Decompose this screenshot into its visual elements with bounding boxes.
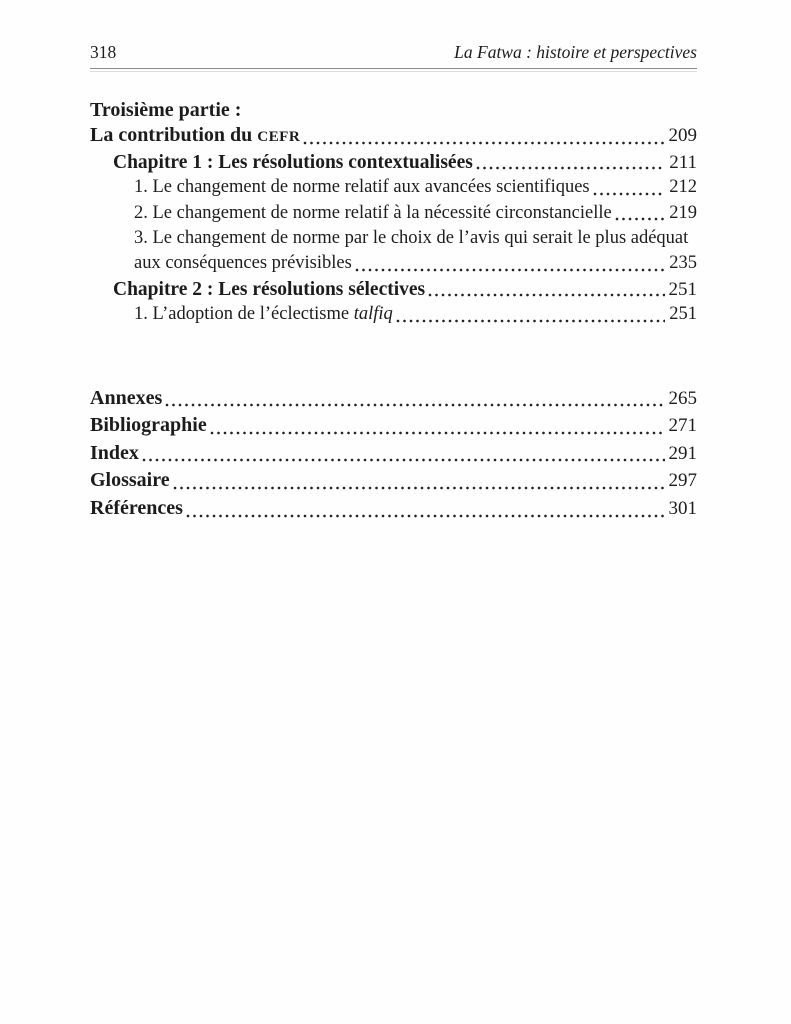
dot-leader — [173, 486, 665, 490]
toc-chapter-1 — [90, 150, 697, 175]
running-title: La Fatwa : histoire et perspectives — [454, 42, 697, 62]
toc-part-heading-line1 — [90, 98, 697, 123]
talfiq-term: talfiq — [353, 304, 393, 325]
toc-page-number: 251 — [669, 304, 697, 325]
dot-leader — [428, 293, 664, 297]
backmatter-list — [90, 385, 697, 523]
toc-item-line2 — [90, 251, 697, 276]
toc-page-number: 297 — [668, 470, 697, 492]
toc-page-number: 235 — [669, 253, 697, 274]
toc-page-number: 219 — [669, 202, 697, 223]
toc-page-number: 265 — [668, 387, 697, 409]
dot-leader — [210, 431, 665, 435]
dot-leader — [186, 514, 665, 518]
running-header — [90, 42, 697, 62]
dot-leader — [165, 403, 664, 407]
backmatter-label: Glossaire — [90, 469, 170, 492]
dot-leader — [476, 166, 665, 170]
toc-item-line1 — [90, 226, 697, 251]
toc-page-number: 209 — [668, 125, 697, 147]
toc-chapter-2 — [90, 277, 697, 302]
header-rule — [90, 68, 697, 72]
toc-page-number: 211 — [669, 151, 697, 173]
dot-leader — [615, 217, 666, 221]
toc-item-text: 1. L’adoption de l’éclectisme talfiq — [134, 304, 393, 325]
toc-item-text: aux conséquences prévisibles — [134, 253, 352, 274]
backmatter-label: Index — [90, 441, 139, 464]
dot-leader — [142, 458, 665, 462]
toc-part-heading-line2 — [90, 123, 697, 149]
dot-leader — [355, 268, 665, 272]
page-number: 318 — [90, 42, 117, 62]
toc-item — [90, 175, 697, 200]
backmatter-entry-index — [90, 440, 697, 468]
backmatter-entry-bibliographie — [90, 412, 697, 440]
backmatter-label: Bibliographie — [90, 414, 207, 437]
backmatter-entry-references — [90, 495, 697, 523]
toc-item-text: 2. Le changement de norme relatif à la nécessité circonstancielle — [134, 202, 612, 223]
toc-chapter-title: Chapitre 1 : Les résolutions contextualisées — [113, 151, 473, 173]
toc-chapter-title: Chapitre 2 : Les résolutions sélectives — [113, 278, 426, 300]
backmatter-label: Annexes — [90, 386, 163, 409]
toc-part-title: Troisième partie : — [90, 99, 242, 121]
dot-leader — [593, 192, 666, 196]
toc-page-number: 291 — [668, 442, 697, 464]
backmatter-entry-annexes — [90, 385, 697, 413]
dot-leader — [396, 319, 665, 323]
toc-page-number: 301 — [668, 498, 697, 520]
toc-page-number: 271 — [668, 415, 697, 437]
toc-page-number: 212 — [669, 177, 697, 198]
cefr-acronym: CEFR — [257, 128, 301, 146]
dot-leader — [303, 141, 664, 145]
backmatter-entry-glossaire — [90, 467, 697, 495]
toc-item — [90, 302, 697, 327]
toc-page-number: 251 — [668, 278, 697, 300]
toc-item-text: 1. Le changement de norme relatif aux avancées scientifiques — [134, 177, 590, 198]
table-of-contents — [90, 98, 697, 328]
toc-item-text: 3. Le changement de norme par le choix de l’avis qui serait le plus adéquat — [134, 228, 689, 249]
toc-part-subtitle: La contribution du CEFR — [90, 124, 301, 147]
toc-item — [90, 201, 697, 226]
backmatter-label: Références — [90, 497, 183, 520]
